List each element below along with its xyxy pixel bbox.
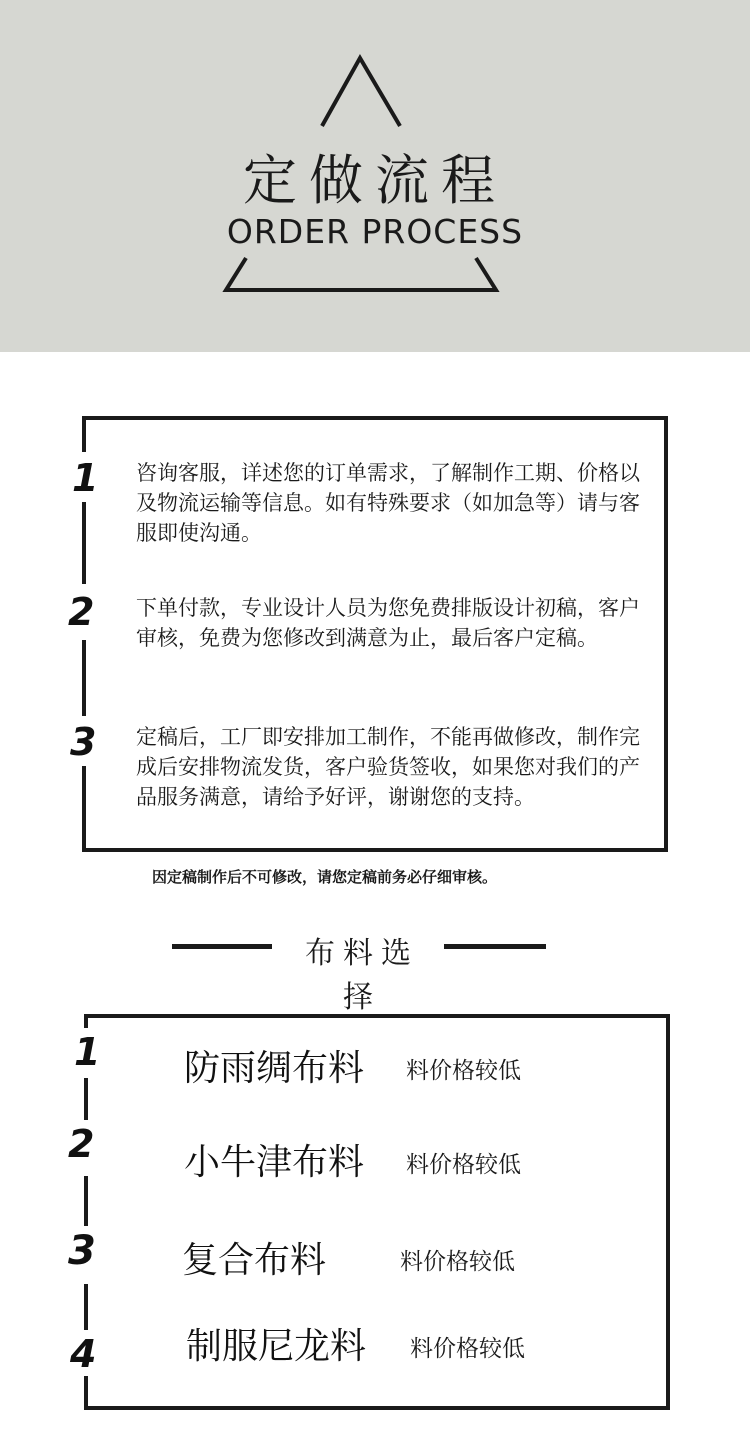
fabric-name-1: 防雨绸布料: [184, 1048, 365, 1089]
step-number-3: 3: [70, 720, 97, 764]
page-title: 定做流程: [243, 149, 507, 212]
fabric-box: [84, 1014, 670, 1410]
fabric-price-4: 料价格较低: [410, 1336, 525, 1362]
step-number-2: 2: [68, 590, 95, 634]
page-subtitle: ORDER PROCESS: [226, 212, 524, 251]
section-title: 布料选择: [305, 936, 419, 1015]
section-divider-right: [444, 944, 546, 949]
step-text-2: 下单付款，专业设计人员为您免费排版设计初稿，客户审核，免费为您修改到满意为止，最后客户定稿。: [136, 596, 640, 650]
fabric-price-2: 料价格较低: [406, 1152, 521, 1178]
process-note: 因定稿制作后不可修改，请您定稿前务必仔细审核。: [152, 868, 498, 886]
fabric-name-2: 小牛津布料: [184, 1142, 365, 1183]
fabric-price-3: 料价格较低: [400, 1249, 515, 1275]
fabric-price-1: 料价格较低: [406, 1058, 521, 1084]
fabric-name-3: 复合布料: [182, 1240, 327, 1281]
step-text-1: 咨询客服，详述您的订单需求，了解制作工期、价格以及物流运输等信息。如有特殊要求（如加急等）请与客服即使沟通。: [136, 461, 640, 545]
fabric-number-3: 3: [68, 1228, 96, 1274]
step-text-3: 定稿后，工厂即安排加工制作，不能再做修改，制作完成后安排物流发货，客户验货签收，如果您对我们的产品服务满意，请给予好评，谢谢您的支持。: [136, 725, 640, 809]
fabric-number-1: 1: [74, 1030, 101, 1074]
fabric-name-4: 制服尼龙料: [186, 1326, 367, 1367]
step-number-1: 1: [72, 456, 99, 500]
fabric-number-2: 2: [68, 1122, 95, 1166]
fabric-number-4: 4: [70, 1332, 97, 1376]
section-divider-left: [172, 944, 272, 949]
header-banner: [0, 0, 750, 352]
